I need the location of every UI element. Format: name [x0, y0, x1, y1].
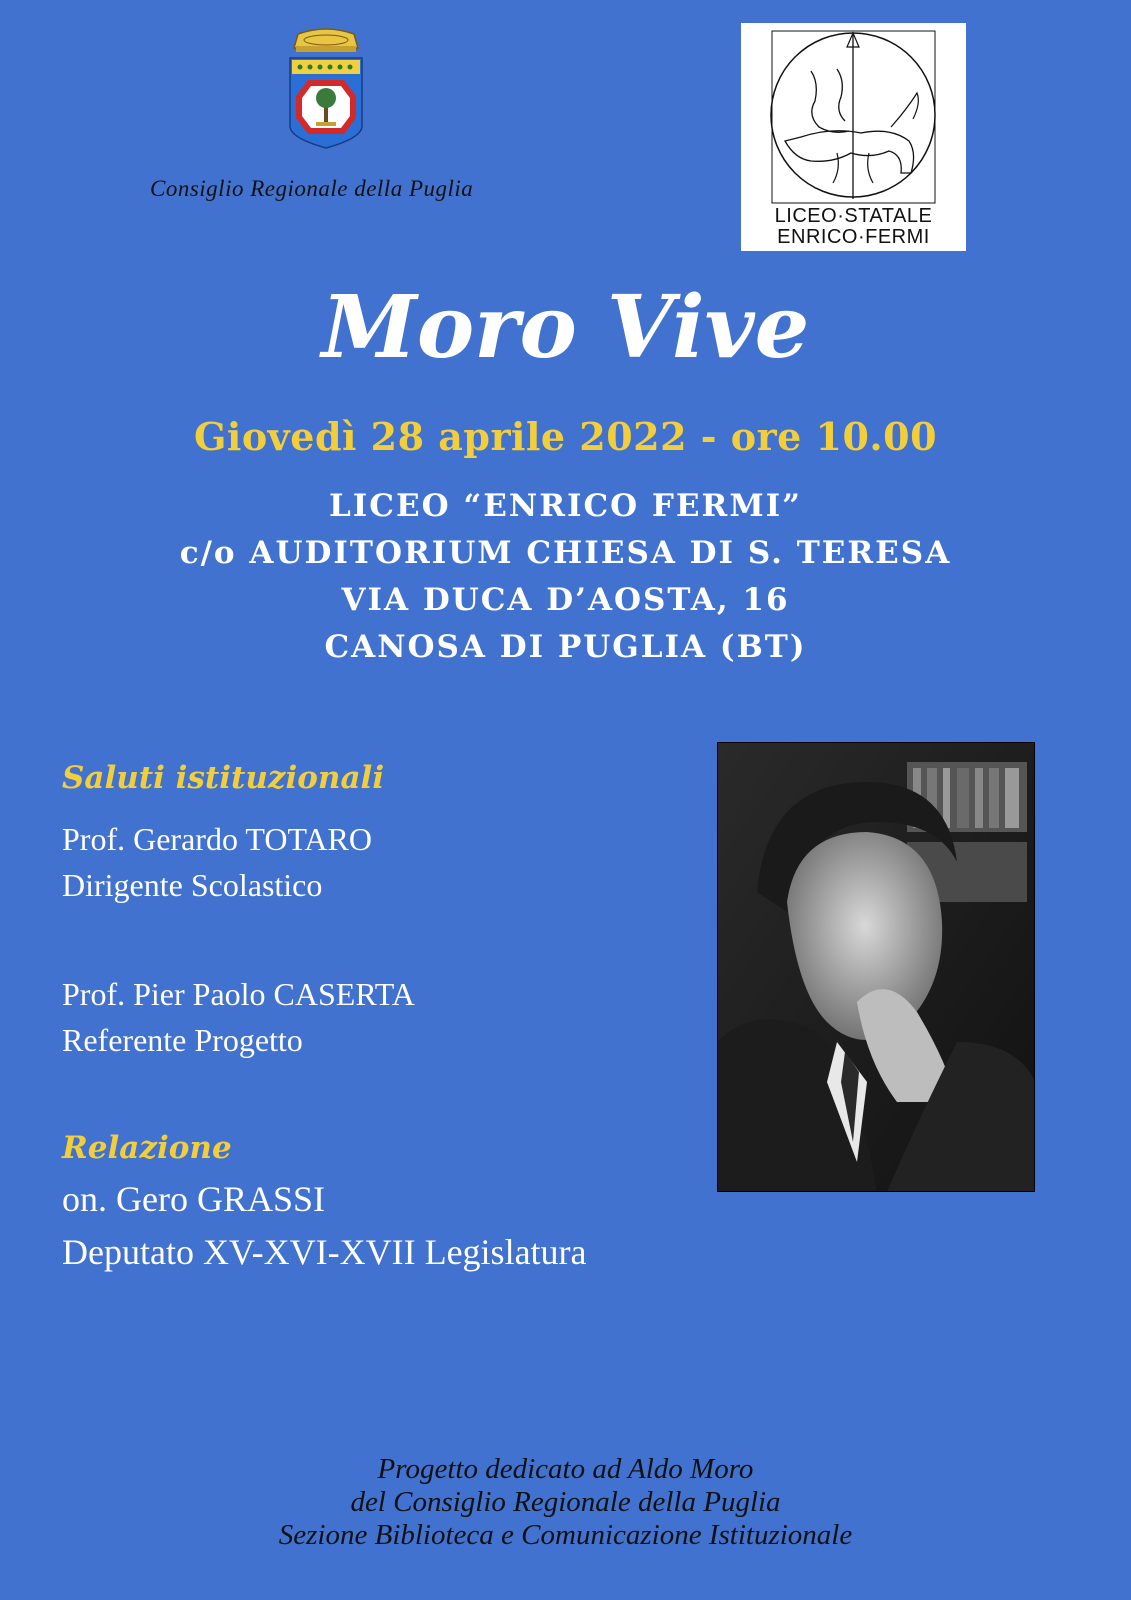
venue-line: c/o AUDITORIUM CHIESA DI S. TERESA — [179, 535, 952, 571]
footer-line: del Consiglio Regionale della Puglia — [350, 1486, 781, 1518]
venue-line: LICEO “ENRICO FERMI” — [329, 488, 802, 524]
speaker-name: Prof. Gerardo TOTARO — [62, 821, 372, 857]
speaker-role: Referente Progetto — [62, 1022, 303, 1058]
speaker-role: Dirigente Scolastico — [62, 867, 323, 903]
talk-speaker-role: Deputato XV-XVI-XVII Legislatura — [62, 1232, 587, 1272]
talk-heading: Relazione — [62, 1130, 232, 1166]
portrait-photo — [717, 742, 1035, 1192]
event-title: Moro Vive — [321, 277, 810, 378]
school-logo-text-line1: LICEO·STATALE — [774, 205, 933, 227]
talk-speaker-name: on. Gero GRASSI — [62, 1179, 326, 1219]
footer-line: Sezione Biblioteca e Comunicazione Istituzionale — [278, 1519, 853, 1551]
greetings-heading: Saluti istituzionali — [62, 760, 385, 796]
council-name: Consiglio Regionale della Puglia — [150, 176, 474, 201]
footer-line: Progetto dedicato ad Aldo Moro — [377, 1453, 754, 1485]
event-date: Giovedì 28 aprile 2022 - ore 10.00 — [193, 414, 938, 459]
school-logo — [741, 23, 966, 251]
venue-line: VIA DUCA D’AOSTA, 16 — [341, 582, 790, 618]
venue-line: CANOSA DI PUGLIA (BT) — [324, 629, 807, 665]
school-logo-text-line2: ENRICO·FERMI — [777, 226, 930, 248]
speaker-name: Prof. Pier Paolo CASERTA — [62, 976, 415, 1012]
regional-crest-logo — [286, 26, 366, 154]
